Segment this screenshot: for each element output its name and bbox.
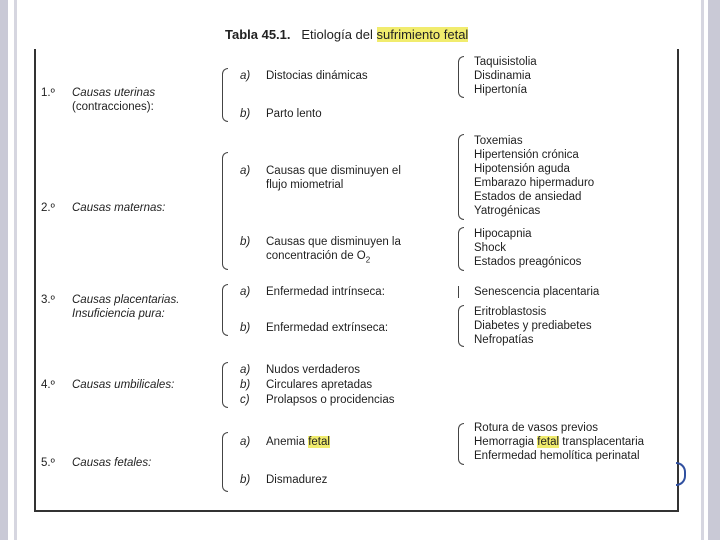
row1-b-text: Parto lento [266, 108, 322, 120]
row2-b-detail: Shock [474, 242, 506, 254]
row1-number: 1.º [41, 87, 55, 99]
row5-number: 5.º [41, 457, 55, 469]
row2-a-detail: Estados de ansiedad [474, 191, 582, 203]
row2-b-detail: Estados preagónicos [474, 256, 582, 268]
row4-a-text: Nudos verdaderos [266, 364, 360, 376]
row4-c-letter: c) [240, 394, 250, 406]
row2-a-letter: a) [240, 165, 251, 177]
row4-cause: Causas umbilicales: [72, 379, 175, 391]
row5-a-detail-2 [474, 435, 644, 449]
row2-number: 2.º [41, 202, 55, 214]
row3-b-text: Enfermedad extrínseca: [266, 322, 389, 334]
row2-b-details-brace [458, 227, 464, 271]
row2-b-subscript: 2 [365, 255, 371, 265]
row5-b-letter: b) [240, 474, 251, 486]
row4-b-letter: b) [240, 379, 251, 391]
row3-a-details-brace [458, 286, 464, 298]
row5-a-detail-2-highlight: fetal [537, 436, 560, 448]
title-mid: Etiología del [301, 27, 373, 42]
row2-a-text-line2: flujo miometrial [266, 179, 344, 191]
row5-a-detail-3: Enfermedad hemolítica perinatal [474, 450, 640, 462]
row1-a-text: Distocias dinámicas [266, 70, 368, 82]
row5-a-letter: a) [240, 436, 251, 448]
title-highlight: sufrimiento fetal [376, 27, 469, 42]
row4-b-text: Circulares apretadas [266, 379, 373, 391]
row1-a-letter: a) [240, 70, 251, 82]
row3-cause-line2: Insuficiencia pura: [72, 308, 165, 320]
row4-c-text: Prolapsos o procidencias [266, 394, 395, 406]
row5-a-highlight: fetal [308, 436, 330, 448]
row2-b-text-line1: Causas que disminuyen la [266, 236, 401, 248]
row2-b-text-line2 [266, 249, 370, 267]
row2-brace [222, 152, 228, 270]
row1-cause-line1: Causas uterinas [72, 87, 156, 99]
row3-a-detail: Senescencia placentaria [474, 286, 600, 298]
row2-b-detail: Hipocapnia [474, 228, 532, 240]
row2-a-detail: Yatrogénicas [474, 205, 541, 217]
slide-frame-left [0, 0, 8, 540]
row1-a-details-brace [458, 56, 464, 98]
row3-cause-line1: Causas placentarias. [72, 294, 180, 306]
row3-b-detail: Eritroblastosis [474, 306, 547, 318]
row2-cause: Causas maternas: [72, 202, 166, 214]
row4-number: 4.º [41, 379, 55, 391]
row3-b-letter: b) [240, 322, 251, 334]
row3-b-detail: Nefropatías [474, 334, 534, 346]
row3-number: 3.º [41, 294, 55, 306]
row1-brace [222, 68, 228, 122]
row2-a-text-line1: Causas que disminuyen el [266, 165, 401, 177]
row3-a-letter: a) [240, 286, 251, 298]
row5-a-detail-2-prefix: Hemorragia [474, 436, 535, 448]
row5-cause: Causas fetales: [72, 457, 152, 469]
row5-a-detail-1: Rotura de vasos previos [474, 422, 599, 434]
row1-a-detail: Disdinamia [474, 70, 531, 82]
row2-b-letter: b) [240, 236, 251, 248]
row2-a-detail: Hipertensión crónica [474, 149, 579, 161]
decorative-ring [676, 462, 686, 486]
row3-b-detail: Diabetes y prediabetes [474, 320, 592, 332]
table-title [225, 27, 468, 42]
row3-brace [222, 284, 228, 336]
row3-a-text: Enfermedad intrínseca: [266, 286, 385, 298]
row2-a-details-brace [458, 134, 464, 220]
row2-a-detail: Toxemias [474, 135, 523, 147]
row5-a-text [266, 435, 330, 449]
row5-b-text: Dismadurez [266, 474, 328, 486]
row5-brace [222, 432, 228, 492]
row4-a-letter: a) [240, 364, 251, 376]
slide-frame-line [14, 0, 17, 540]
row1-cause-line2: (contracciones): [72, 101, 154, 113]
slide-frame-right-inner [701, 0, 704, 540]
row1-a-detail: Taquisistolia [474, 56, 537, 68]
row2-a-detail: Hipotensión aguda [474, 163, 570, 175]
row5-a-details-brace [458, 423, 464, 465]
row2-b-text-line2-main: concentración de O [266, 250, 366, 262]
row2-a-detail: Embarazo hipermaduro [474, 177, 595, 189]
slide-frame-right [708, 0, 720, 540]
row1-b-letter: b) [240, 108, 251, 120]
row5-a-text-main: Anemia [266, 436, 305, 448]
row4-brace [222, 362, 228, 408]
title-prefix: Tabla 45.1. [225, 27, 291, 42]
row3-b-details-brace [458, 305, 464, 347]
row5-a-detail-2-suffix: transplacentaria [562, 436, 645, 448]
row1-a-detail: Hipertonía [474, 84, 528, 96]
